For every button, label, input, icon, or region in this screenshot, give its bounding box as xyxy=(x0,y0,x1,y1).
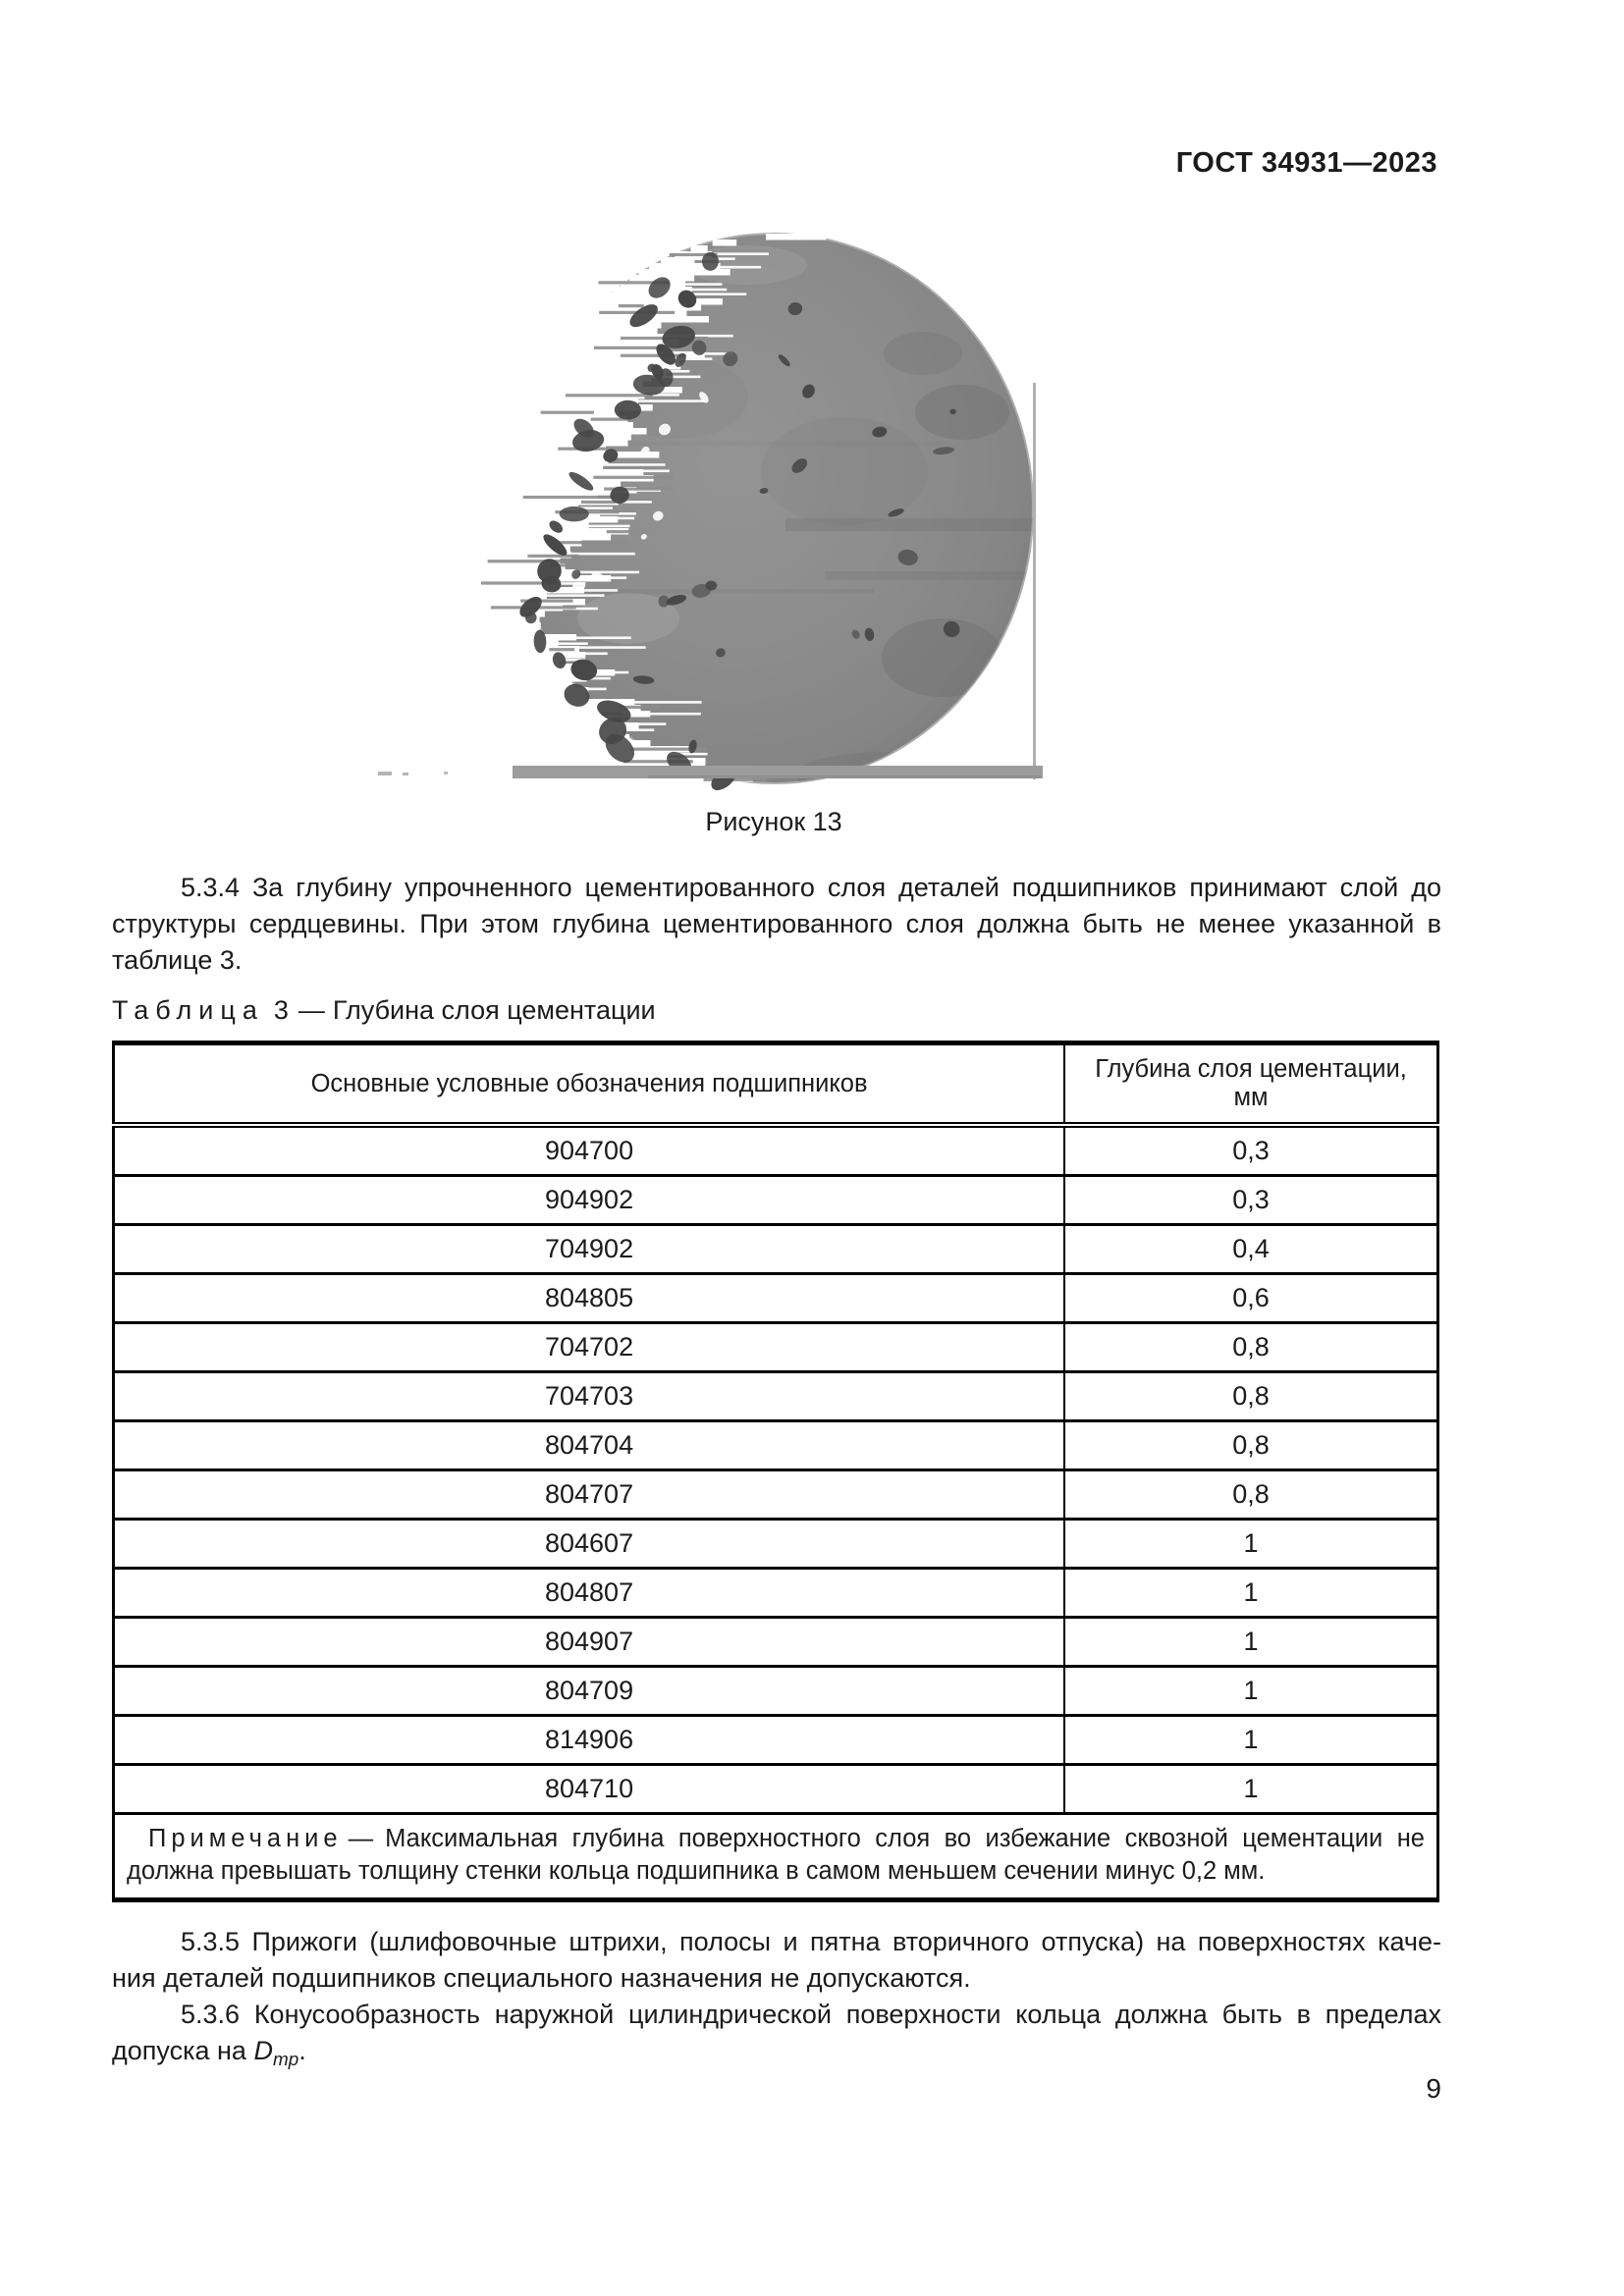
designation-cell: 804709 xyxy=(114,1667,1065,1716)
paragraph-line: структуры сердцевины. При этом глубина цементированного слоя должна быть не менее указанной в xyxy=(112,909,1441,938)
paragraph-5-3-4 xyxy=(112,870,1441,979)
table-label xyxy=(112,995,1441,1026)
depth-cell: 0,6 xyxy=(1064,1274,1437,1323)
depth-cell: 0,4 xyxy=(1064,1225,1437,1274)
paragraph-line: таблице 3. xyxy=(112,945,243,975)
designation-cell: 804704 xyxy=(114,1421,1065,1470)
page-number: 9 xyxy=(1426,2073,1441,2104)
symbol-D: D xyxy=(253,2036,273,2065)
depth-cell: 1 xyxy=(1064,1569,1437,1618)
designation-cell: 704902 xyxy=(114,1225,1065,1274)
figure-image xyxy=(334,147,1056,790)
depth-cell: 1 xyxy=(1064,1765,1437,1814)
table-row xyxy=(114,1618,1438,1667)
column-header-designations: Основные условные обозначения подшипников xyxy=(114,1043,1065,1126)
designation-cell: 804710 xyxy=(114,1765,1065,1814)
paragraph-line: ния деталей подшипников специального назначения не допускаются. xyxy=(112,1963,971,1993)
designation-cell: 704703 xyxy=(114,1372,1065,1421)
table-note-row xyxy=(114,1814,1438,1900)
table-note xyxy=(114,1814,1438,1900)
table-row xyxy=(114,1274,1438,1323)
standard-code: ГОСТ 34931—2023 xyxy=(1175,147,1437,179)
figure-caption: Рисунок 13 xyxy=(705,807,842,836)
depth-cell: 0,3 xyxy=(1064,1176,1437,1225)
table-header-row xyxy=(114,1043,1438,1126)
paragraph-line xyxy=(112,2033,1441,2078)
designation-cell: 814906 xyxy=(114,1716,1065,1765)
paragraph-text: . xyxy=(298,2036,306,2065)
table-row xyxy=(114,1372,1438,1421)
symbol-subscript: mp xyxy=(272,2050,299,2070)
note-dash: — xyxy=(348,1825,374,1852)
table-label-number: 3 xyxy=(273,995,289,1025)
designation-cell: 804607 xyxy=(114,1520,1065,1569)
table-label-title: Глубина слоя цементации xyxy=(332,995,656,1025)
depth-cell: 0,8 xyxy=(1064,1421,1437,1470)
specimen-scan-svg xyxy=(334,147,1056,790)
table-row xyxy=(114,1125,1438,1176)
table-row xyxy=(114,1323,1438,1372)
table-row xyxy=(114,1520,1438,1569)
designation-cell: 904902 xyxy=(114,1176,1065,1225)
table-row xyxy=(114,1716,1438,1765)
table-row xyxy=(114,1569,1438,1618)
designation-cell: 804807 xyxy=(114,1569,1065,1618)
depth-cell: 0,8 xyxy=(1064,1323,1437,1372)
designation-cell: 804805 xyxy=(114,1274,1065,1323)
designation-cell: 704702 xyxy=(114,1323,1065,1372)
designation-cell: 804707 xyxy=(114,1470,1065,1520)
designation-cell: 904700 xyxy=(114,1125,1065,1176)
cementation-depth-table xyxy=(112,1041,1439,1902)
depth-cell: 1 xyxy=(1064,1618,1437,1667)
depth-cell: 1 xyxy=(1064,1520,1437,1569)
depth-cell: 0,3 xyxy=(1064,1125,1437,1176)
table-row xyxy=(114,1470,1438,1520)
depth-cell: 0,8 xyxy=(1064,1470,1437,1520)
table-row xyxy=(114,1765,1438,1814)
tail-paragraphs xyxy=(112,1924,1441,2078)
table-label-word: Таблица xyxy=(112,995,264,1025)
table-row xyxy=(114,1176,1438,1225)
designation-cell: 804907 xyxy=(114,1618,1065,1667)
paragraph-line: 5.3.4 За глубину упрочненного цементированного слоя деталей подшипников принимают слой до xyxy=(181,873,1441,902)
table-row xyxy=(114,1667,1438,1716)
paragraph-text: допуска на xyxy=(112,2036,254,2065)
table-row xyxy=(114,1421,1438,1470)
note-label: Примечание xyxy=(148,1825,343,1852)
note-text: Максимальная глубина поверхностного слоя во избежание сквозной цементации не должна превышать толщину стенки кольца подшипника в самом меньшем сечении минус 0,2 мм. xyxy=(127,1825,1425,1885)
column-header-depth: Глубина слоя цементации, мм xyxy=(1064,1043,1437,1126)
depth-cell: 0,8 xyxy=(1064,1372,1437,1421)
table-row xyxy=(114,1225,1438,1274)
paragraph-line: 5.3.6 Конусообразность наружной цилиндрической поверхности кольца должна быть в пределах xyxy=(181,2000,1441,2029)
paragraph-line: 5.3.5 Прижоги (шлифовочные штрихи, полосы и пятна вторичного отпуска) на поверхностях каче- xyxy=(181,1927,1441,1956)
depth-cell: 1 xyxy=(1064,1716,1437,1765)
table-label-dash: — xyxy=(298,995,325,1025)
depth-cell: 1 xyxy=(1064,1667,1437,1716)
